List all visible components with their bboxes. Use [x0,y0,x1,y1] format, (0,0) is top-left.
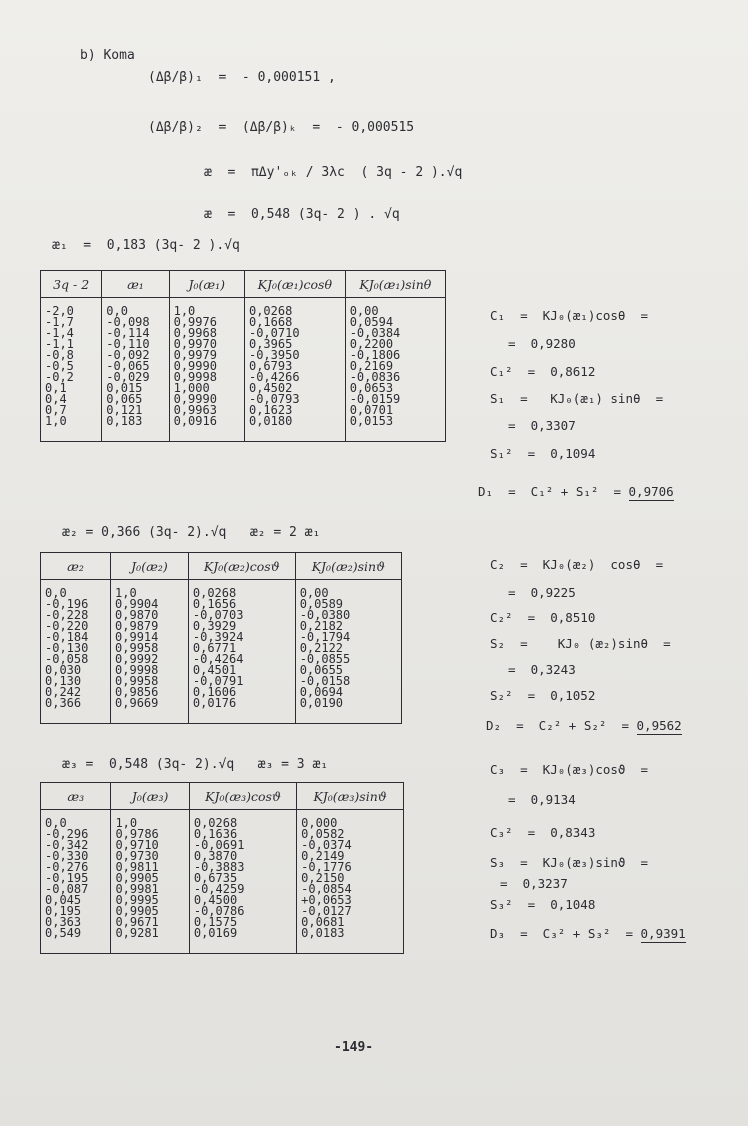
table-cell: 0,1668 [244,317,345,328]
table-cell: 0,1606 [188,687,295,698]
result-d1-formula: D₁ = C₁² + S₁² = [478,484,621,499]
equation-ae-definition: æ = πΔy'ₒₖ / 3λc ( 3q - 2 ).√q [204,165,463,180]
column-header: J₀(æ₁) [169,271,244,298]
table-cell: -0,5 [41,361,102,372]
result-s2-value: = 0,3243 [508,662,576,677]
table-cell: 0,0594 [345,317,445,328]
page-number: -149- [334,1040,374,1055]
table-cell: 1,0 [111,810,189,830]
column-header: KJ₀(æ₂)cosϑ [188,553,295,580]
table-cell: -0,2 [41,372,102,383]
table-cell: 0,00 [345,298,445,318]
table-cell: -0,110 [102,339,169,350]
table-cell: 0,065 [102,394,169,405]
table-cell: 0,0582 [297,829,404,840]
table-cell: -0,0836 [345,372,445,383]
table-cell: 0,9811 [111,862,189,873]
table-cell: 0,2122 [295,643,401,654]
table-cell: 0,195 [41,906,111,917]
column-header: KJ₀(æ₁)cosθ [244,271,345,298]
table-cell: -0,098 [102,317,169,328]
table-cell: -0,0380 [295,610,401,621]
table-cell: 0,0589 [295,599,401,610]
result-s1: S₁ = KJ₀(æ₁) sinθ = [490,391,664,406]
table-cell: -0,065 [102,361,169,372]
table-cell: 0,2182 [295,621,401,632]
column-header: J₀(æ₂) [111,553,189,580]
table-cell: 0,9995 [111,895,189,906]
table-cell: 1,0 [41,416,102,442]
result-c1-squared: C₁² = 0,8612 [490,364,596,379]
table-row [41,928,404,954]
table-cell: 0,4502 [244,383,345,394]
table-cell: 0,121 [102,405,169,416]
table-cell: -0,0855 [295,654,401,665]
table-cell: 0,9669 [111,698,189,724]
table-cell: -0,0786 [189,906,296,917]
result-d2-value: 0,9562 [636,718,682,733]
table-cell: 0,0 [102,298,169,318]
result-s3-squared: S₃² = 0,1048 [490,897,596,912]
table-header-row [41,553,402,580]
table-ae1 [40,270,446,442]
table-cell: -0,228 [41,610,111,621]
table-cell: -0,1794 [295,632,401,643]
table-cell: -0,087 [41,884,111,895]
table-cell: 0,9710 [111,840,189,851]
table-cell: 0,9990 [169,394,244,405]
result-d3 [490,926,686,941]
result-c1: C₁ = KJ₀(æ₁)cosθ = [490,308,649,323]
result-s3: S₃ = KJ₀(æ₃)sinϑ = [490,855,649,870]
table-cell: -0,196 [41,599,111,610]
table-cell: 0,9958 [111,643,189,654]
table-cell: -0,342 [41,840,111,851]
table-ae2 [40,552,402,724]
table-cell: 0,1656 [188,599,295,610]
column-header: æ₃ [41,783,111,810]
table-cell: 0,0 [41,580,111,600]
table-cell: 0,6735 [189,873,296,884]
result-c3: C₃ = KJ₀(æ₃)cosϑ = [490,762,649,777]
table-cell: 0,366 [41,698,111,724]
result-d3-value: 0,9391 [640,926,686,941]
table-cell: -0,0158 [295,676,401,687]
table-cell: 0,0268 [244,298,345,318]
table-cell: 0,9671 [111,917,189,928]
table-cell: 0,0653 [345,383,445,394]
table-cell: 0,4501 [188,665,295,676]
result-d2-formula: D₂ = C₂² + S₂² = [486,718,629,733]
table-cell: -1,7 [41,317,102,328]
column-header: KJ₀(æ₂)sinϑ [295,553,401,580]
table-row [41,698,402,724]
equation-delta-beta-2: (Δβ/β)₂ = (Δβ/β)ₖ = - 0,000515 [148,120,415,135]
table-cell: 0,0 [41,810,111,830]
result-c3-squared: C₃² = 0,8343 [490,825,596,840]
equation-ae1: æ₁ = 0,183 (3q- 2 ).√q [52,238,240,253]
table-cell: -0,4264 [188,654,295,665]
table-cell: -0,330 [41,851,111,862]
table-cell: -0,276 [41,862,111,873]
table-cell: -0,0159 [345,394,445,405]
equation-ae2: æ₂ = 0,366 (3q- 2).√q æ₂ = 2 æ₁ [62,525,321,540]
table-cell: 0,00 [295,580,401,600]
column-header: KJ₀(æ₃)sinϑ [297,783,404,810]
table-cell: 0,0180 [244,416,345,442]
table-cell: -0,029 [102,372,169,383]
table-cell: 0,9786 [111,829,189,840]
table-cell: 0,9963 [169,405,244,416]
table-cell: -0,296 [41,829,111,840]
table-cell: 0,0916 [169,416,244,442]
table-cell: -0,0374 [297,840,404,851]
table-cell: 0,6771 [188,643,295,654]
table-cell: 0,9730 [111,851,189,862]
table-cell: 0,0268 [188,580,295,600]
result-d2 [486,718,682,733]
table-cell: 0,9905 [111,873,189,884]
table-cell: -0,1806 [345,350,445,361]
table-cell: 0,030 [41,665,111,676]
table-cell: 0,130 [41,676,111,687]
result-d1 [478,484,674,499]
table-cell: 0,9856 [111,687,189,698]
table-cell: -0,1776 [297,862,404,873]
table-cell: 0,0176 [188,698,295,724]
table-cell: -0,0703 [188,610,295,621]
table-cell: -0,058 [41,654,111,665]
result-s2: S₂ = KJ₀ (æ₂)sinθ = [490,636,671,651]
table-cell: 0,9998 [111,665,189,676]
table-cell: 0,9976 [169,317,244,328]
table-cell: +0,0653 [297,895,404,906]
table-cell: 0,549 [41,928,111,954]
table-cell: -0,0691 [189,840,296,851]
table-cell: -2,0 [41,298,102,318]
table-cell: 0,242 [41,687,111,698]
table-cell: 1,0 [111,580,189,600]
table-cell: -0,4259 [189,884,296,895]
table-cell: 0,9998 [169,372,244,383]
table-cell: 0,6793 [244,361,345,372]
result-d3-formula: D₃ = C₃² + S₃² = [490,926,633,941]
table-ae3 [40,782,404,954]
result-s1-squared: S₁² = 0,1094 [490,446,596,461]
result-d1-value: 0,9706 [628,484,674,499]
table-cell: 0,9968 [169,328,244,339]
table-cell: 0,9992 [111,654,189,665]
table-cell: 0,9905 [111,906,189,917]
table-cell: 0,9970 [169,339,244,350]
table-cell: -0,184 [41,632,111,643]
table-cell: -0,8 [41,350,102,361]
table-cell: 0,3965 [244,339,345,350]
table-cell: -0,220 [41,621,111,632]
table-cell: -0,0710 [244,328,345,339]
table-cell: 0,0190 [295,698,401,724]
result-s2-squared: S₂² = 0,1052 [490,688,596,703]
table-cell: 0,9879 [111,621,189,632]
table-cell: -1,4 [41,328,102,339]
table-cell: -0,0127 [297,906,404,917]
table-cell: -0,4266 [244,372,345,383]
column-header: KJ₀(æ₃)cosϑ [189,783,296,810]
table-cell: -0,0854 [297,884,404,895]
column-header: æ₁ [102,271,169,298]
table-cell: 0,9281 [111,928,189,954]
table-cell: 0,9990 [169,361,244,372]
table-row [41,416,446,442]
column-header: J₀(æ₃) [111,783,189,810]
table-cell: 0,9958 [111,676,189,687]
column-header: 3q - 2 [41,271,102,298]
result-c2-value: = 0,9225 [508,585,576,600]
table-cell: 0,0268 [189,810,296,830]
table-cell: 0,1 [41,383,102,394]
table-cell: 0,000 [297,810,404,830]
table-cell: 0,9870 [111,610,189,621]
table-cell: 0,2200 [345,339,445,350]
table-cell: -0,130 [41,643,111,654]
table-cell: 0,015 [102,383,169,394]
table-cell: 0,2169 [345,361,445,372]
equation-ae-value: æ = 0,548 (3q- 2 ) . √q [204,207,400,222]
table-cell: 0,363 [41,917,111,928]
table-cell: 0,1636 [189,829,296,840]
section-heading: b) Koma [80,48,135,63]
table-cell: 0,9979 [169,350,244,361]
table-cell: 0,0681 [297,917,404,928]
table-cell: 0,9914 [111,632,189,643]
table-cell: 0,2149 [297,851,404,862]
result-c2-squared: C₂² = 0,8510 [490,610,596,625]
table-cell: 0,045 [41,895,111,906]
table-cell: 0,0701 [345,405,445,416]
table-header-row [41,783,404,810]
table-cell: 0,183 [102,416,169,442]
table-cell: 0,7 [41,405,102,416]
result-s3-value: = 0,3237 [500,876,568,891]
table-cell: 0,1575 [189,917,296,928]
table-cell: 0,0655 [295,665,401,676]
table-cell: 1,000 [169,383,244,394]
result-c1-value: = 0,9280 [508,336,576,351]
table-cell: -1,1 [41,339,102,350]
table-cell: 0,9981 [111,884,189,895]
result-c3-value: = 0,9134 [508,792,576,807]
table-cell: 0,0183 [297,928,404,954]
table-cell: 1,0 [169,298,244,318]
table-cell: -0,114 [102,328,169,339]
column-header: KJ₀(æ₁)sinθ [345,271,445,298]
table-cell: 0,1623 [244,405,345,416]
table-cell: -0,0791 [188,676,295,687]
table-header-row [41,271,446,298]
result-c2: C₂ = KJ₀(æ₂) cosθ = [490,557,664,572]
table-cell: 0,0153 [345,416,445,442]
table-cell: -0,3924 [188,632,295,643]
table-cell: 0,4500 [189,895,296,906]
table-cell: -0,195 [41,873,111,884]
equation-ae3: æ₃ = 0,548 (3q- 2).√q æ₃ = 3 æ₁ [62,757,329,772]
table-cell: -0,0793 [244,394,345,405]
table-cell: 0,3870 [189,851,296,862]
table-cell: -0,3950 [244,350,345,361]
result-s1-value: = 0,3307 [508,418,576,433]
table-cell: 0,4 [41,394,102,405]
column-header: æ₂ [41,553,111,580]
table-cell: 0,0694 [295,687,401,698]
table-cell: 0,0169 [189,928,296,954]
table-cell: -0,092 [102,350,169,361]
equation-delta-beta-1: (Δβ/β)₁ = - 0,000151 , [148,70,336,85]
table-cell: 0,9904 [111,599,189,610]
table-cell: -0,0384 [345,328,445,339]
table-cell: 0,3929 [188,621,295,632]
table-cell: 0,2150 [297,873,404,884]
table-cell: -0,3883 [189,862,296,873]
